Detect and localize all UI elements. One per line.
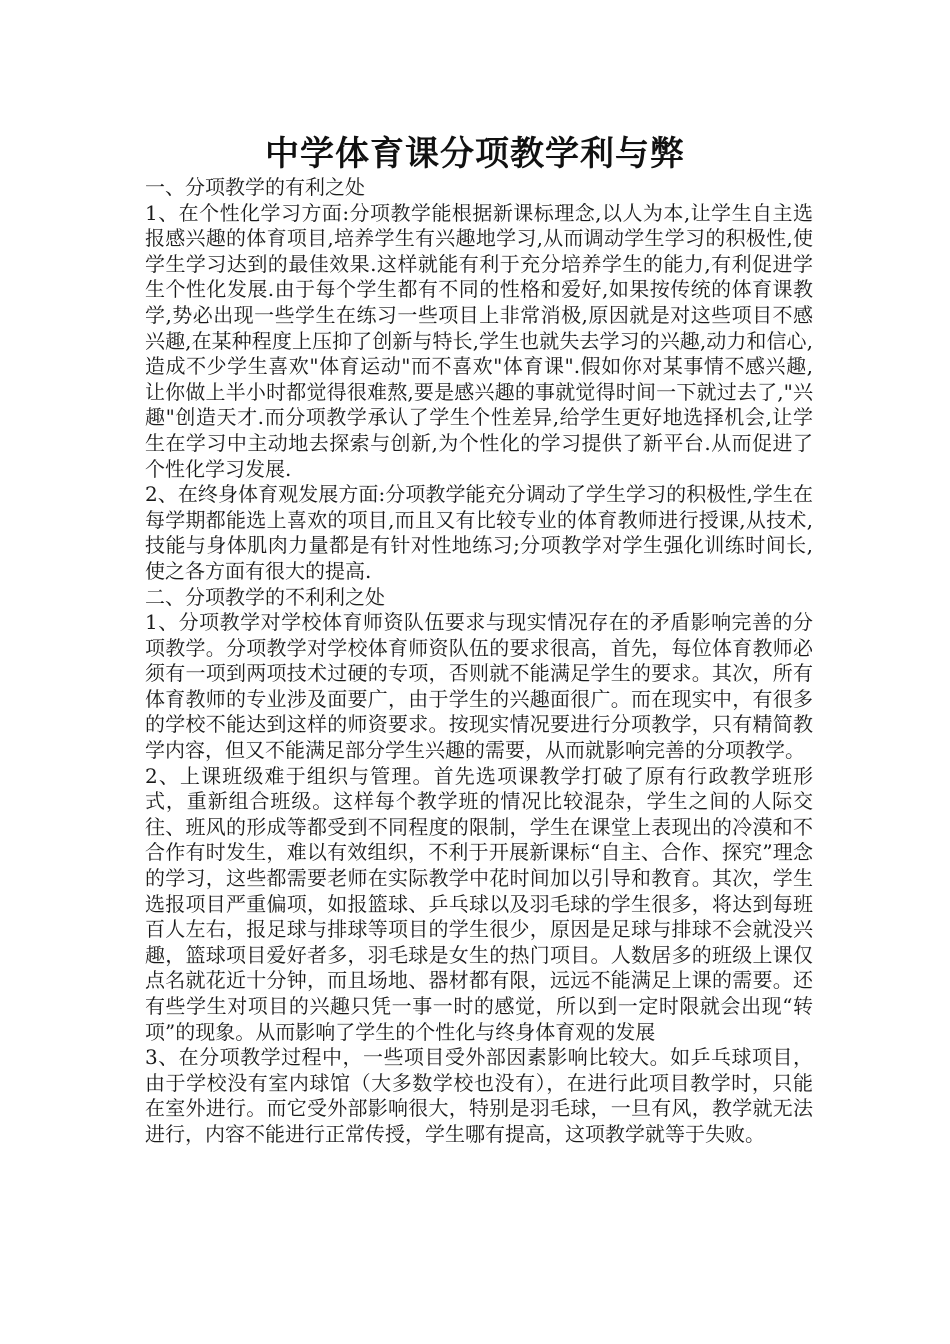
- paragraph-advantage-2: 2、在终身体育观发展方面:分项教学能充分调动了学生学习的积极性,学生在每学期都能选上喜欢的项目,而且又有比较专业的体育教师进行授课,从技术,技能与身体肌肉力量都是有针对性地练习;分项教学对学生强化训练时间长,使之各方面有很大的提高.: [145, 482, 813, 583]
- paragraph-disadvantage-2: 2、上课班级难于组织与管理。首先选项课教学打破了原有行政教学班形式，重新组合班级。这样每个教学班的情况比较混杂，学生之间的人际交往、班风的形成等都受到不同程度的限制，学生在课堂上表现出的冷漠和不合作有时发生，难以有效组织，不利于开展新课标“自主、合作、探究”理念的学习，这些都需要老师在实际教学中花时间加以引导和教育。其次，学生选报项目严重偏项，如报篮球、乒乓球以及羽毛球的学生很多，将达到每班百人左右，报足球与排球等项目的学生很少，原因是足球与排球不会就没兴趣，篮球项目爱好者多，羽毛球是女生的热门项目。人数居多的班级上课仅点名就花近十分钟，而且场地、器材都有限，远远不能满足上课的需要。还有些学生对项目的兴趣只凭一事一时的感觉，所以到一定时限就会出现“转项”的现象。从而影响了学生的个性化与终身体育观的发展: [145, 763, 813, 1044]
- paragraph-disadvantage-1: 1、分项教学对学校体育师资队伍要求与现实情况存在的矛盾影响完善的分项教学。分项教学对学校体育师资队伍的要求很高，首先，每位体育教师必须有一项到两项技术过硬的专项，否则就不能满足学生的要求。其次，所有体育教师的专业涉及面要广，由于学生的兴趣面很广。而在现实中，有很多的学校不能达到这样的师资要求。按现实情况要进行分项教学，只有精简教学内容，但又不能满足部分学生兴趣的需要，从而就影响完善的分项教学。: [145, 610, 813, 763]
- document-title: 中学体育课分项教学利与弊: [265, 134, 685, 174]
- section-heading-disadvantages: 二、分项教学的不利利之处: [145, 584, 385, 609]
- paragraph-advantage-1: 1、在个性化学习方面:分项教学能根据新课标理念,以人为本,让学生自主选报感兴趣的体育项目,培养学生有兴趣地学习,从而调动学生学习的积极性,使学生学习达到的最佳效果.这样就能有利于充分培养学生的能力,有利促进学生个性化发展.由于每个学生都有不同的性格和爱好,如果按传统的体育课教学,势必出现一些学生在练习一些项目上非常消极,原因就是对这些项目不感兴趣,在某种程度上压抑了创新与特长,学生也就失去学习的兴趣,动力和信心,造成不少学生喜欢"体育运动"而不喜欢"体育课".假如你对某事情不感兴趣,让你做上半小时都觉得很难熬,要是感兴趣的事就觉得时间一下就过去了,"兴趣"创造天才.而分项教学承认了学生个性差异,给学生更好地选择机会,让学生在学习中主动地去探索与创新,为个性化的学习提供了新平台.从而促进了个性化学习发展.: [145, 200, 813, 481]
- paragraph-disadvantage-3: 3、在分项教学过程中，一些项目受外部因素影响比较大。如乒乓球项目，由于学校没有室内球馆（大多数学校也没有），在进行此项目教学时，只能在室外进行。而它受外部影响很大，特别是羽毛球，一旦有风，教学就无法进行，内容不能进行正常传授，学生哪有提高，这项教学就等于失败。: [145, 1045, 813, 1146]
- document-body: [145, 175, 813, 1148]
- section-heading-advantages: 一、分项教学的有利之处: [145, 175, 365, 199]
